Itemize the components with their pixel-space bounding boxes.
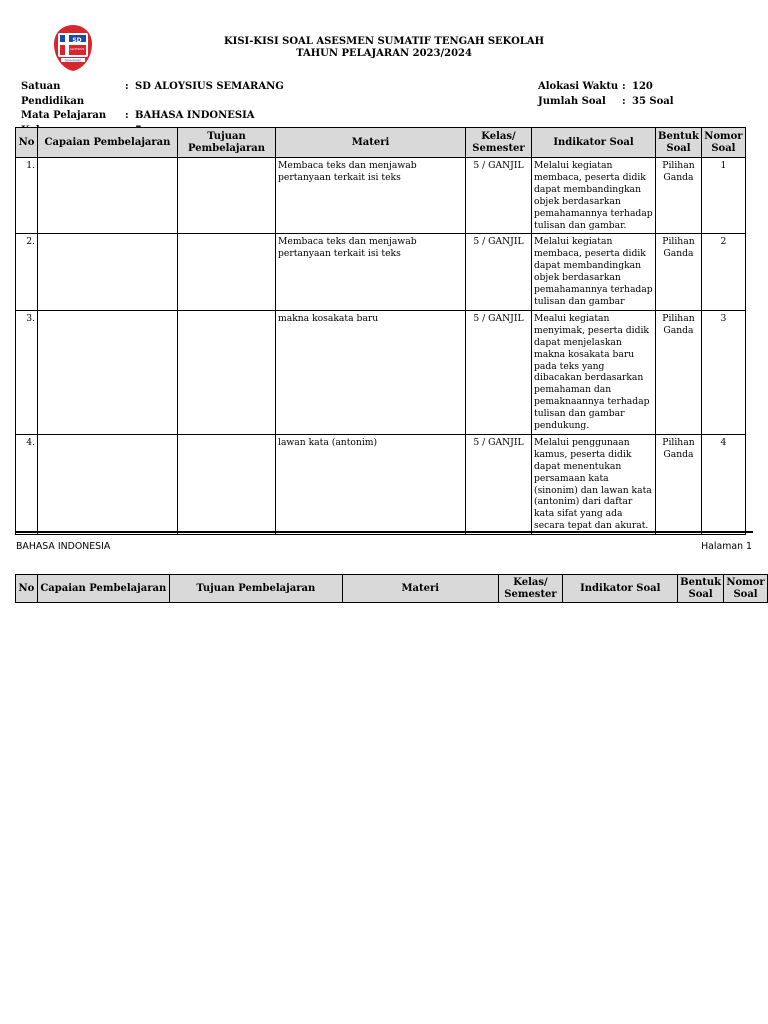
cell-indikator: Melalui kegiatan membaca, peserta didik dapat membandingkan objek berdasarkan pemahamannya terhadap tulisan dan gambar. [532,158,656,234]
cell-materi: makna kosakata baru [276,310,466,434]
header-nomor-l2: Soal [711,142,736,154]
header-kelas-l1: Kelas/ [513,576,548,588]
cell-materi: Membaca teks dan menjawab pertanyaan terkait isi teks [276,158,466,234]
cell-tujuan [178,310,276,434]
cell-bentuk: Pilihan Ganda [656,434,702,534]
info-value: 35 Soal [632,95,674,107]
cell-indikator: Melalui penggunaan kamus, peserta didik dapat menentukan persamaan kata (sinonim) dan lawan kata (antonim) dari daftar kata sifat yang ada secara tepat dan akurat. [532,434,656,534]
cell-kelas: 5 / GANJIL [466,234,532,310]
kisi-kisi-table [15,127,746,535]
cell-bentuk: Pilihan Ganda [656,234,702,310]
logo-bottom-text: SEMARANG [64,58,82,63]
cell-no: 4. [16,434,38,534]
header-kelas [498,575,563,603]
cell-nomor: 2 [701,234,745,310]
header-tujuan-l1: Tujuan [207,130,246,142]
footer-page-number: Halaman 1 [701,541,752,552]
header-tujuan: Tujuan Pembelajaran [169,575,342,603]
footer-rule [15,531,753,533]
cell-materi: lawan kata (antonim) [276,434,466,534]
logo-text: SD [72,37,82,44]
logo-subtext: ALOYSIUS [69,47,85,51]
info-label: Satuan Pendidikan [21,81,85,107]
info-sep: : [622,81,626,92]
cell-tujuan [178,234,276,310]
cell-kelas: 5 / GANJIL [466,434,532,534]
cell-no: 2. [16,234,38,310]
header-kelas-l2: Semester [472,142,525,154]
cell-indikator: Melalui kegiatan membaca, peserta didik dapat membandingkan objek berdasarkan pemahamannya terhadap tulisan dan gambar [532,234,656,310]
table-row [16,434,746,534]
header-kelas [466,128,532,158]
info-label: Jumlah Soal [538,95,606,107]
header-tujuan [178,128,276,158]
table-header-row [16,575,768,603]
title-line-2: TAHUN PELAJARAN 2023/2024 [296,48,472,59]
table-row [16,310,746,434]
header-nomor-l1: Nomor [726,576,765,588]
header-capaian: Capaian Pembelajaran [37,575,169,603]
cell-capaian [38,234,178,310]
header-no: No [16,128,38,158]
header-nomor [724,575,768,603]
table-header-row [16,128,746,158]
header-bentuk-l2: Soal [688,588,713,600]
cell-capaian [38,434,178,534]
cell-kelas: 5 / GANJIL [466,310,532,434]
header-nomor-l2: Soal [733,588,758,600]
cell-nomor: 4 [701,434,745,534]
cell-capaian [38,158,178,234]
header-bentuk-l2: Soal [666,142,691,154]
cell-tujuan [178,158,276,234]
info-label: Alokasi Waktu [538,81,619,92]
info-right [538,80,674,109]
title-line-1: KISI-KISI SOAL ASESMEN SUMATIF TENGAH SEKOLAH [223,36,545,47]
header-materi: Materi [342,575,498,603]
header-bentuk [656,128,702,158]
header-no: No [16,575,38,603]
header-materi: Materi [276,128,466,158]
header-tujuan-l2: Pembelajaran [188,142,265,154]
info-sep: : [125,110,129,121]
header-nomor [701,128,745,158]
info-value: 120 [632,81,653,92]
info-jumlah [538,95,674,110]
info-sep: : [125,81,129,92]
header-indikator: Indikator Soal [532,128,656,158]
cell-indikator: Mealui kegiatan menyimak, peserta didik dapat menjelaskan makna kosakata baru pada teks yang dibacakan berdasarkan pemahaman dan pemaknaannya terhadap tulisan dan gambar pendukung. [532,310,656,434]
info-sep: : [622,95,626,107]
info-value: SD ALOYSIUS SEMARANG [135,81,284,92]
cell-materi: Membaca teks dan menjawab pertanyaan terkait isi teks [276,234,466,310]
header-bentuk [678,575,724,603]
cell-nomor: 1 [701,158,745,234]
header-nomor-l1: Nomor [704,130,743,142]
cell-bentuk: Pilihan Ganda [656,310,702,434]
cell-capaian [38,310,178,434]
info-alokasi [538,80,674,95]
header-kelas-l2: Semester [504,588,557,600]
header-kelas-l1: Kelas/ [481,130,516,142]
footer-subject: BAHASA INDONESIA [16,541,111,552]
header-bentuk-l1: Bentuk [680,576,722,588]
info-mapel [21,109,284,124]
cell-kelas: 5 / GANJIL [466,158,532,234]
header-bentuk-l1: Bentuk [658,130,699,142]
info-label: Mata Pelajaran [21,110,107,121]
cell-tujuan [178,434,276,534]
info-value: BAHASA INDONESIA [135,110,255,121]
table-row [16,158,746,234]
table-row [16,234,746,310]
cell-no: 1. [16,158,38,234]
kisi-kisi-table-header-repeat [15,574,768,603]
cell-no: 3. [16,310,38,434]
cell-bentuk: Pilihan Ganda [656,158,702,234]
header-capaian: Capaian Pembelajaran [38,128,178,158]
info-satuan [21,80,284,109]
header-indikator: Indikator Soal [563,575,678,603]
cell-nomor: 3 [701,310,745,434]
